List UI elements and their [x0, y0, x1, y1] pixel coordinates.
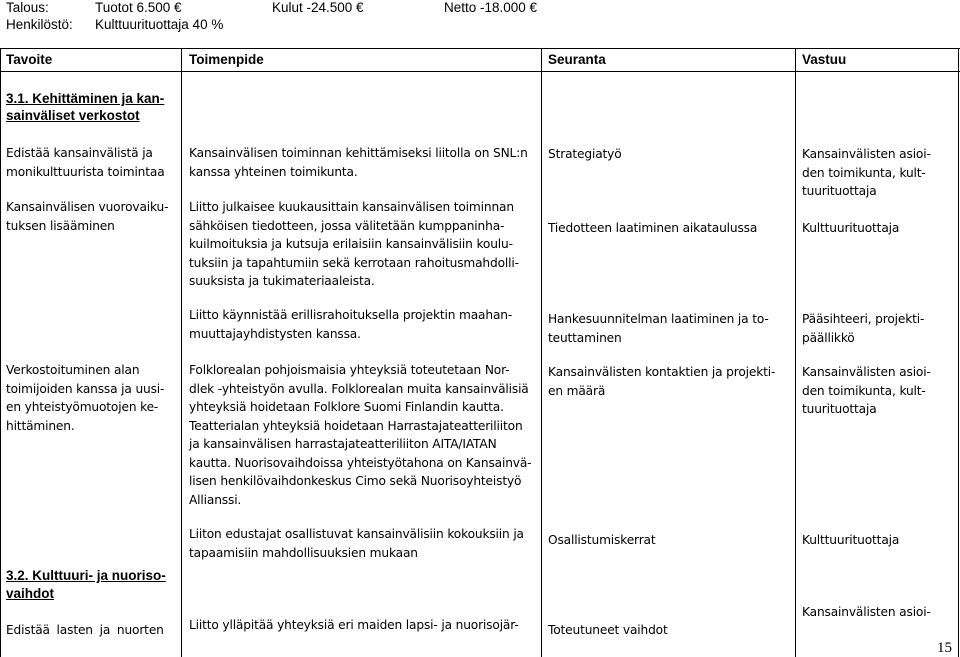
col-border-3 — [795, 48, 796, 657]
r5-tavoite: Edistää lasten ja nuorten — [6, 623, 164, 637]
section-32-title-line1: 3.2. Kulttuuri- ja nuoriso- — [6, 568, 166, 583]
header-toimenpide: Toimenpide — [189, 52, 264, 67]
kulut-value: Kulut -24.500 € — [272, 0, 364, 15]
header-bottom-border — [0, 71, 960, 72]
r1-tavoite: Edistää kansainvälistä ja monikulttuurista toimintaa — [6, 146, 165, 179]
r1-toimenpide: Kansainvälisen toiminnan kehittämiseksi liitolla on SNL:n kanssa yhteinen toimikunta. — [189, 146, 528, 179]
page-number: 15 — [937, 640, 952, 656]
r5-vastuu: Kansainvälisten asioi- — [802, 605, 931, 619]
table-top-border — [0, 48, 960, 49]
header-tavoite: Tavoite — [6, 52, 53, 67]
r4-seuranta: Osallistumiskerrat — [548, 533, 656, 547]
col-border-1 — [181, 48, 182, 657]
header-vastuu: Vastuu — [802, 52, 847, 67]
tuotot-value: Tuotot 6.500 € — [95, 0, 182, 15]
r1-toimenpide-2: Liitto julkaisee kuukausittain kansainvälisen toiminnan sähköisen tiedotteen, jossa välitetään kumppaninha- kuilmoituksia ja kutsuja erilaisiin kansainvälisiin koulu- tuksiin ja tapahtumiin sekä kerrotaan rahoitusmahdolli- suuksista ja tukimateriaaleista. — [189, 200, 519, 288]
r3-seuranta: Kansainvälisten kontaktien ja projekti- en määrä — [548, 365, 776, 398]
r3-vastuu: Kansainvälisten asioi- den toimikunta, kult- tuurituottaja — [802, 365, 931, 416]
col-border-right — [958, 48, 959, 657]
r2-toimenpide: Liitto käynnistää erillisrahoituksella projektin maahan- muuttajayhdistysten kanssa. — [189, 308, 513, 341]
netto-value: Netto -18.000 € — [444, 0, 538, 15]
section-31-title-line1: 3.1. Kehittäminen ja kan- — [6, 91, 165, 106]
col-border-left — [0, 48, 1, 657]
r5-seuranta: Toteutuneet vaihdot — [548, 623, 668, 637]
r1-vastuu-2: Kulttuurituottaja — [802, 221, 900, 235]
r4-toimenpide: Liiton edustajat osallistuvat kansainvälisiin kokouksiin ja tapaamisiin mahdollisuuksien mukaan — [189, 527, 524, 560]
talous-label: Talous: — [6, 0, 49, 15]
r1-seuranta: Strategiatyö — [548, 147, 622, 161]
r1-tavoite-2: Kansainvälisen vuorovaiku- tuksen lisääminen — [6, 200, 169, 233]
r3-tavoite: Verkostoituminen alan toimijoiden kanssa ja uusi- en yhteistyömuotojen ke- hittäminen. — [6, 363, 165, 433]
henkilosto-label: Henkilöstö: — [6, 17, 73, 32]
section-31-title-line2: sainväliset verkostot — [6, 108, 140, 123]
r5-toimenpide: Liitto ylläpitää yhteyksiä eri maiden lapsi- ja nuorisojär- — [189, 618, 519, 632]
r1-seuranta-2: Tiedotteen laatiminen aikataulussa — [548, 221, 758, 235]
r2-vastuu: Pääsihteeri, projekti- päällikkö — [802, 312, 925, 345]
section-32-title-line2: vaihdot — [6, 586, 55, 601]
header-seuranta: Seuranta — [548, 52, 606, 67]
r3-toimenpide: Folklorealan pohjoismaisia yhteyksiä toteutetaan Nor- dlek -yhteistyön avulla. Folklorealan muita kansainvälisiä yhteyksiä hoidetaan Folklore Suomi Finlandin kautta. Teatterialan yhteyksiä hoidetaan Harrastajateatteriliiton ja kansainvälisen harrastajateatteriliiton AITA/IATAN kautta. Nuorisovaihdoissa yhteistyötahona on Kansainvä- lisen henkilövaihdonkeskus Cimo sekä Nuorisoyhteistyö Allianssi. — [189, 363, 532, 507]
henkilosto-value: Kulttuurituottaja 40 % — [95, 17, 224, 32]
r1-vastuu: Kansainvälisten asioi- den toimikunta, kult- tuurituottaja — [802, 147, 931, 198]
r4-vastuu: Kulttuurituottaja — [802, 533, 900, 547]
r2-seuranta: Hankesuunnitelman laatiminen ja to- teuttaminen — [548, 312, 769, 345]
col-border-2 — [541, 48, 542, 657]
